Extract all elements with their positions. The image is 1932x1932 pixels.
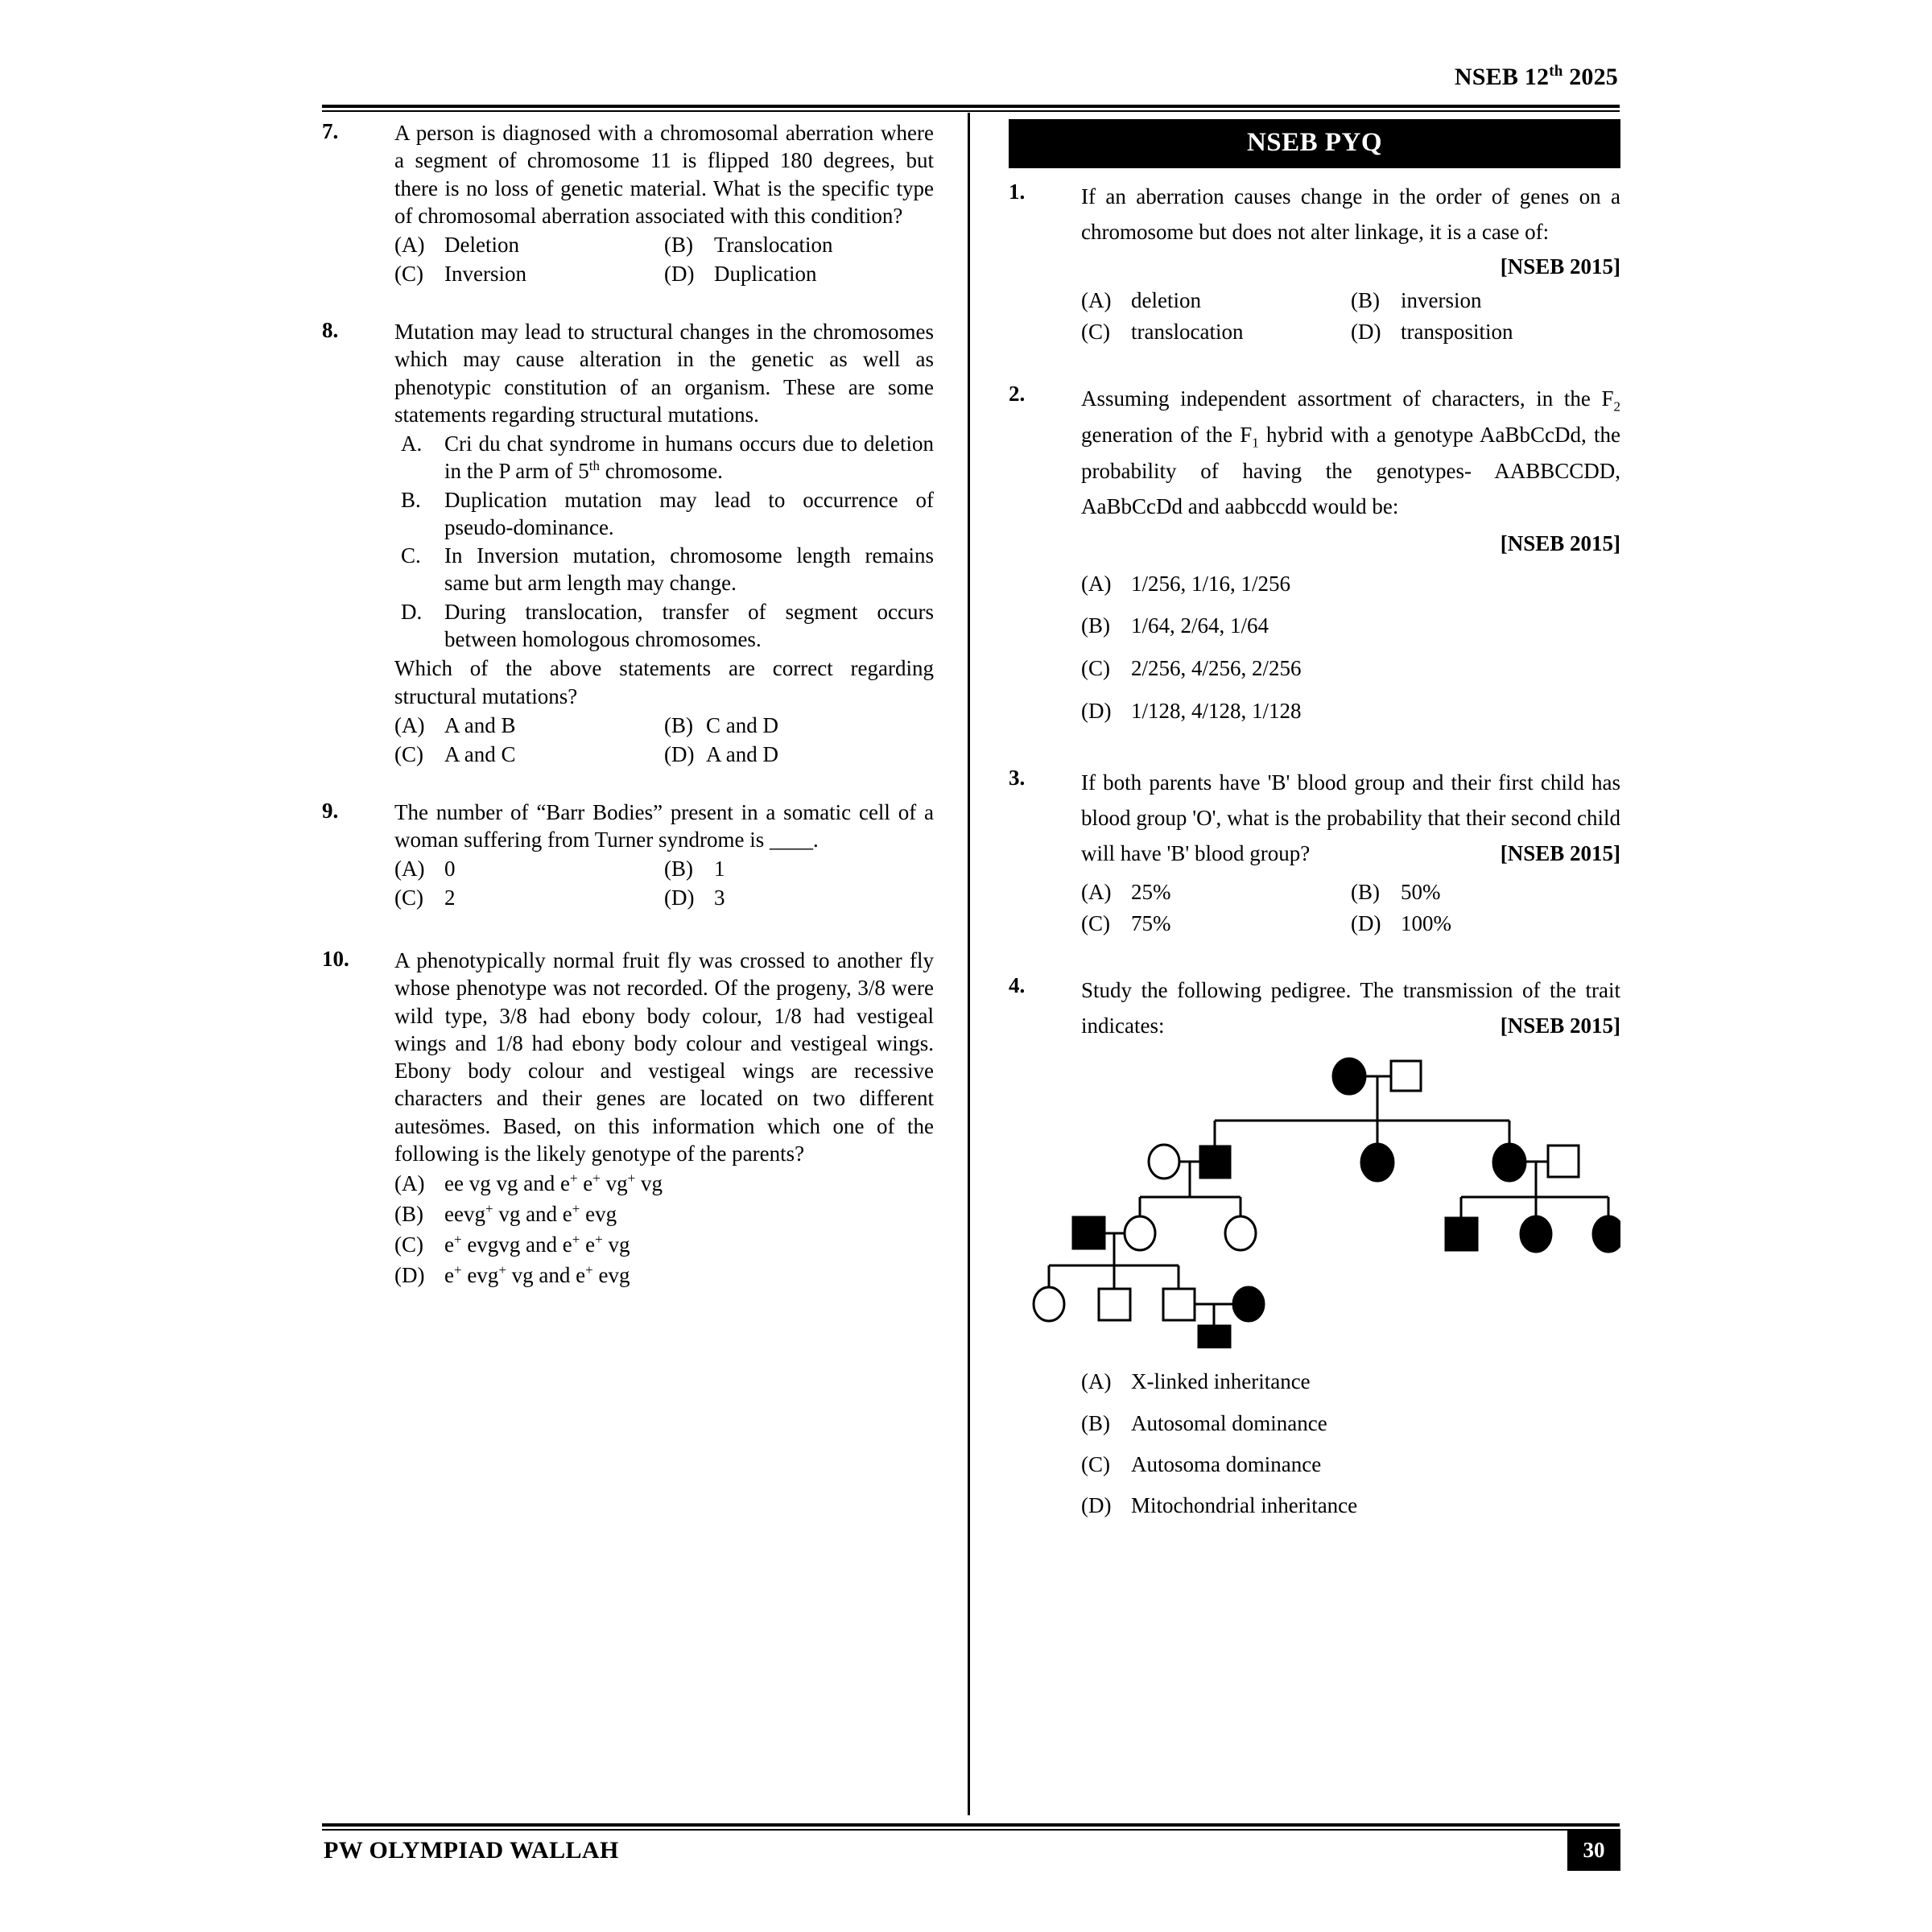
option-c-text: translocation [1131,320,1244,345]
question-8 [322,318,934,770]
option-c-label: (C) [394,1232,423,1257]
option-d-text: A and D [706,741,778,766]
question-10-number: 10. [322,947,349,972]
affected-female-gen4-spouse [1233,1287,1264,1321]
option-c-text: e+ evgvg and e+ e+ vg [444,1231,630,1257]
option-c-label: (C) [394,741,423,766]
pyq-question-1-stem-text: If an aberration causes change in the order of genes on a chromosome but does not alter linkage, it is a case of: [1081,184,1620,244]
option-c-label: (C) [1081,910,1110,935]
option-d[interactable] [664,741,934,770]
option-d-text: 1/128, 4/128, 1/128 [1131,698,1302,723]
option-b-text: Autosomal dominance [1131,1410,1327,1435]
option-d-label: (D) [394,1262,425,1287]
option-c-text: 2/256, 4/256, 2/256 [1131,656,1302,681]
question-8-number: 8. [322,317,339,342]
option-c[interactable] [394,1230,934,1261]
option-b-label: (B) [1081,1410,1110,1435]
pyq-question-3-options [1081,877,1620,939]
statement-c-label: C. [401,543,421,568]
pyq-question-4-options [1081,1361,1620,1526]
option-row [394,741,934,770]
page-header [322,63,1618,91]
unaffected-female-gen3-b [1225,1216,1256,1250]
option-d[interactable] [1081,1485,1620,1526]
option-row [1081,316,1620,348]
option-b-label: (B) [664,233,693,258]
option-d-text: 100% [1401,910,1451,935]
unaffected-male-gen1 [1391,1061,1421,1091]
question-8-stem: Mutation may lead to structural changes in the chromosomes which may cause alteration in the genetic as well as phenotypic constitution of an organism. These are some statements regarding structural mutations. [394,319,934,427]
affected-female-gen3-d [1521,1216,1551,1252]
option-d[interactable] [394,1261,934,1291]
pyq-question-2-stem [1081,382,1620,524]
pyq-question-3 [1009,766,1620,939]
question-8-followup: Which of the above statements are correct regarding structural mutations? [394,656,934,708]
question-9-number: 9. [322,798,339,823]
option-a-label: (A) [1081,879,1112,904]
option-d[interactable] [1081,690,1620,733]
option-a-text: X-linked inheritance [1131,1369,1311,1394]
option-c[interactable] [1081,1444,1620,1485]
option-row [1081,877,1620,908]
option-a[interactable] [1081,563,1620,605]
header-exam-title: NSEB 12 [1454,64,1550,90]
affected-female-gen2 [1361,1144,1393,1181]
pyq-question-2-stem-part2: generation of the F [1081,423,1253,448]
option-c-text: 75% [1131,910,1171,935]
statement-a [394,430,934,485]
pyq-question-1 [1009,180,1620,348]
affected-male-gen2 [1200,1146,1230,1178]
option-a-text: 25% [1131,879,1171,904]
statement-d-text: During translocation, transfer of segment occurs between homologous chromosomes. [444,599,934,652]
option-b[interactable] [664,855,934,884]
option-a-label: (A) [394,712,425,737]
option-c[interactable] [1081,316,1351,348]
option-a[interactable] [394,712,664,741]
option-c-label: (C) [394,262,423,287]
pyq-question-3-tag: [NSEB 2015] [1500,840,1620,865]
pyq-question-4-stem-text: Study the following pedigree. The transmission of the trait indicates: [1081,977,1620,1038]
option-row [1081,285,1620,316]
pyq-question-1-tag: [NSEB 2015] [1500,254,1620,279]
pyq-question-3-stem [1081,766,1620,871]
option-c-label: (C) [1081,1451,1110,1476]
option-a[interactable] [1081,285,1351,316]
option-b-text: eevg+ vg and e+ evg [444,1201,617,1227]
option-c[interactable] [394,741,664,770]
affected-female-gen1 [1333,1059,1365,1094]
left-column [322,119,934,1315]
option-row [1081,908,1620,939]
statement-b-text: Duplication mutation may lead to occurrence of pseudo-dominance. [444,487,934,539]
option-b-label: (B) [664,857,693,881]
option-c-text: 2 [444,886,456,910]
option-d-text: 3 [714,886,725,910]
option-d[interactable] [1351,316,1620,348]
unaffected-female-gen3-a [1125,1216,1155,1250]
option-d-label: (D) [1081,698,1112,723]
option-b-text: C and D [706,712,778,737]
option-b-text: 1/64, 2/64, 1/64 [1131,613,1269,638]
option-row [394,884,934,913]
option-b-label: (B) [1351,288,1380,313]
option-b[interactable] [664,231,934,260]
affected-female-gen2-b [1493,1144,1525,1181]
unaffected-male-gen4-b [1099,1289,1130,1320]
option-b-text: inversion [1401,288,1482,313]
question-7-number: 7. [322,119,339,143]
option-a-text: ee vg vg and e+ e+ vg+ vg [444,1170,663,1196]
option-d-text: Duplication [714,262,817,287]
pyq-question-2-tag: [NSEB 2015] [1500,530,1620,555]
option-c-text: Inversion [444,262,526,287]
option-a-label: (A) [394,233,425,258]
option-a-text: 1/256, 1/16, 1/256 [1131,571,1291,596]
option-d-label: (D) [1351,910,1381,935]
pyq-question-2 [1009,382,1620,732]
option-c[interactable] [1081,908,1351,939]
pyq-question-4-stem [1081,973,1620,1043]
option-d-label: (D) [1081,1493,1112,1518]
statement-b [394,486,934,542]
option-a-label: (A) [394,1171,425,1196]
option-b[interactable] [1081,605,1620,647]
unaffected-male-gen2-spouse [1548,1146,1579,1177]
option-d-label: (D) [1351,320,1381,345]
option-a[interactable] [1081,1361,1620,1402]
question-7-stem: A person is diagnosed with a chromosomal aberration where a segment of chromosome 11 is flipped 180 degrees, but there is no loss of genetic material. What is the specific type of chromosomal aberration associated with this condition? [394,121,934,228]
affected-male-gen5 [1199,1326,1230,1348]
option-a-text: Deletion [444,233,519,258]
right-column [1009,119,1620,1551]
statement-c-text: In Inversion mutation, chromosome length remains same but arm length may change. [444,543,934,596]
option-b-label: (B) [394,1202,423,1227]
affected-male-gen3-c [1446,1218,1477,1250]
option-c[interactable] [1081,647,1620,690]
option-row [394,855,934,884]
option-c-label: (C) [1081,656,1110,681]
unaffected-female-gen2-spouse [1149,1145,1179,1179]
option-b[interactable] [664,712,934,741]
option-a-text: deletion [1131,288,1201,313]
question-9-stem: The number of “Barr Bodies” present in a somatic cell of a woman suffering from Turner syndrome is ____. [394,799,934,852]
statement-a-text: Cri du chat syndrome in humans occurs due to deletion in the P arm of 5 [444,431,934,484]
statement-d-label: D. [401,599,423,624]
option-c-label: (C) [1081,320,1110,345]
statement-a-label: A. [401,431,423,456]
pyq-question-1-stem [1081,180,1620,279]
pyq-question-1-number: 1. [1009,180,1026,204]
option-b-label: (B) [664,712,693,737]
header-exam-title-sup: th [1549,63,1563,80]
nseb-pyq-banner: NSEB PYQ [1009,119,1620,168]
option-d-label: (D) [664,886,695,910]
option-row [394,260,934,289]
option-d-text: e+ evg+ vg and e+ evg [444,1261,630,1287]
option-b[interactable] [1351,877,1620,908]
option-b-label: (B) [1081,613,1110,638]
option-d-label: (D) [664,741,695,766]
footer-brand: PW OLYMPIAD WALLAH [324,1837,619,1864]
option-a-label: (A) [394,857,425,881]
option-b-text: 1 [714,857,725,881]
statement-b-label: B. [401,487,421,512]
question-9-options [394,855,934,913]
statement-d [394,598,934,654]
pyq-question-2-number: 2. [1009,382,1026,407]
option-d-text: transposition [1401,320,1513,345]
option-b[interactable] [1081,1403,1620,1444]
pedigree-chart [1009,1055,1620,1348]
option-d[interactable] [664,260,934,289]
option-c[interactable] [394,260,664,289]
option-d-text: Mitochondrial inheritance [1131,1493,1358,1518]
option-c-label: (C) [394,886,423,910]
pyq-question-2-sub2: 1 [1252,435,1259,451]
question-10 [322,947,934,1290]
option-b-text: 50% [1401,879,1441,904]
affected-male-gen3-spouse [1073,1217,1104,1249]
option-row [394,231,934,260]
pyq-question-3-stem-text: If both parents have 'B' blood group and their first child has blood group 'O', what is the probability that their second child will have 'B' blood group? [1081,770,1620,865]
pyq-question-4-number: 4. [1009,972,1026,997]
option-a[interactable] [394,855,664,884]
affected-female-gen3-e [1593,1216,1620,1252]
option-b-text: Translocation [714,233,833,258]
question-7 [322,119,934,289]
statement-a-sup: th [588,458,600,474]
pyq-question-2-stem-part3: hybrid with a genotype AaBbCcDd, the probability of having the genotypes- AABBCCDD, AaBbCcDd and aabbccdd would be: [1081,423,1620,519]
option-a-text: 0 [444,857,456,881]
question-7-options [394,231,934,289]
option-b[interactable] [1351,285,1620,316]
option-d[interactable] [664,884,934,913]
header-exam-year: 2025 [1569,64,1618,90]
question-10-options [394,1169,934,1290]
question-8-options [394,712,934,770]
option-a-label: (A) [1081,571,1112,596]
option-d-label: (D) [664,262,695,287]
header-rule [322,105,1620,112]
page-number-badge: 30 [1567,1829,1620,1871]
pyq-question-4 [1009,973,1620,1527]
option-a-text: A and B [444,712,516,737]
pyq-question-1-options [1081,285,1620,348]
statement-a-text-after: chromosome. [599,459,723,484]
pyq-question-2-sub1: 2 [1613,398,1620,415]
footer-rule [322,1823,1620,1831]
pyq-question-4-tag: [NSEB 2015] [1500,1013,1620,1038]
option-c-text: Autosoma dominance [1131,1451,1322,1476]
option-a[interactable] [394,231,664,260]
pyq-question-3-number: 3. [1009,766,1026,791]
option-a[interactable] [1081,877,1351,908]
question-9 [322,799,934,913]
unaffected-male-gen4-c [1163,1289,1195,1320]
option-b[interactable] [394,1199,934,1230]
unaffected-female-gen4-a [1034,1287,1064,1321]
question-10-stem: A phenotypically normal fruit fly was crossed to another fly whose phenotype was not recorded. Of the progeny, 3/8 were wild type, 3/8 had ebony body colour, 1/8 had vestigeal wings and 1/8 had ebony body colour and vestigeal wings. Ebony body colour and vestigeal wings are recessive characters and their genes are located on two different autesömes. Based, on this information which one of the following is the likely genotype of the parents? [394,948,934,1166]
option-a-label: (A) [1081,1369,1112,1394]
option-a[interactable] [394,1169,934,1199]
question-8-statements [394,430,934,653]
option-c[interactable] [394,884,664,913]
option-a-label: (A) [1081,288,1112,313]
column-divider [968,113,970,1815]
pyq-question-2-options [1081,563,1620,733]
pyq-question-2-stem-part1: Assuming independent assortment of characters, in the F [1081,386,1614,411]
option-row [394,712,934,741]
option-d[interactable] [1351,908,1620,939]
pedigree-svg [1009,1055,1620,1348]
option-c-text: A and C [444,741,516,766]
option-b-label: (B) [1351,879,1380,904]
statement-c [394,542,934,597]
